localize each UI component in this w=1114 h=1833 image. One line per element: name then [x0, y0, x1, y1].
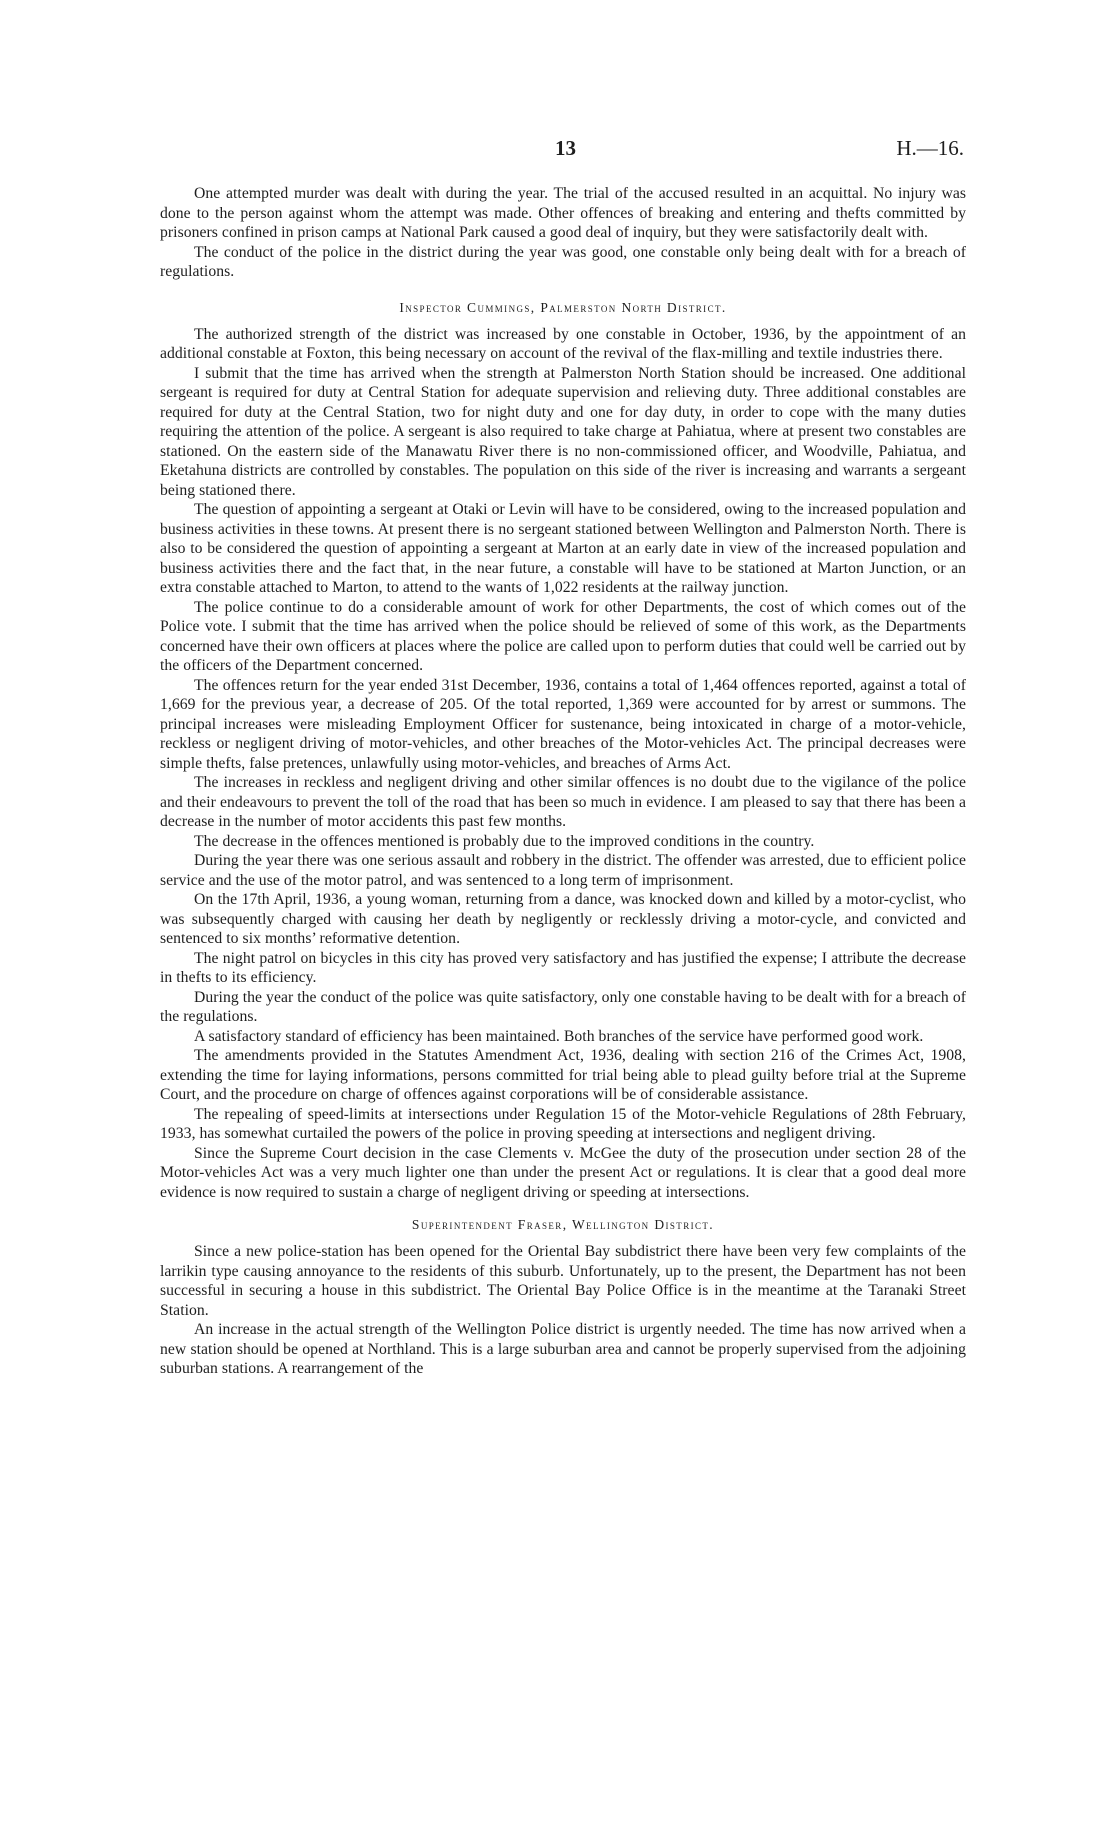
paragraph: The authorized strength of the district was increased by one constable in October, 1936, by the appointment of an additional constable at Foxton, this being necessary on account of the revival of the flax-milling and textile industries there.	[160, 325, 966, 362]
paragraph: Since a new police-station has been opened for the Oriental Bay subdistrict there have been very few complaints of the larrikin type causing annoyance to the residents of this suburb. Unfortunately, up to the present, the Department has not been successful in securing a house in this subdistrict. The Oriental Bay Police Office is in the meantime at the Taranaki Street Station.	[160, 1243, 966, 1319]
paragraph: The conduct of the police in the district during the year was good, one constable only being dealt with for a breach of regulations.	[160, 243, 966, 280]
paragraph: The repealing of speed-limits at intersections under Regulation 15 of the Motor-vehicle Regulations of 28th February, 1933, has somewhat curtailed the powers of the police in proving speeding at intersections and negligent driving.	[160, 1105, 966, 1142]
page-number: 13	[555, 136, 576, 160]
page-header	[160, 136, 964, 166]
paragraph: I submit that the time has arrived when the strength at Palmerston North Station should be increased. One additional sergeant is required for duty at Central Station for adequate supervision and relieving duty. Three additional constables are required for duty at the Central Station, two for night duty and one for day duty, in order to cope with the many duties requiring the attention of the police. A sergeant is also required to take charge at Pahiatua, where at present two constables are stationed. On the eastern side of the Manawatu River there is no non-commissioned officer, and Woodville, Pahiatua, and Eketahuna districts are controlled by constables. The population on this side of the river is increasing and warrants a sergeant being stationed there.	[160, 364, 966, 499]
page-body	[160, 184, 966, 1379]
section-heading-wellington: Superintendent Fraser, Wellington District.	[411, 1217, 715, 1232]
paragraph: The question of appointing a sergeant at Otaki or Levin will have to be considered, owing to the increased population and business activities in these towns. At present there is no sergeant stationed between Wellington and Palmerston North. There is also to be considered the question of appointing a sergeant at Marton at an early date in view of the increased population and business activities there and the fact that, in the near future, a constable will have to be stationed at Marton Junction, or an extra constable attached to Marton, to attend to the wants of 1,022 residents at the railway junction.	[160, 501, 966, 596]
paragraph: The offences return for the year ended 31st December, 1936, contains a total of 1,464 offences reported, against a total of 1,669 for the previous year, a decrease of 205. Of the total reported, 1,369 were accounted for by arrest or summons. The principal increases were misleading Employment Officer for sustenance, being intoxicated in charge of a motor-vehicle, reckless or negligent driving of motor-vehicles, and other breaches of the Motor-vehicles Act. The principal decreases were simple thefts, false pretences, unlawfully using motor-vehicles, and breaches of Arms Act.	[160, 676, 966, 772]
section-heading-palmerston-north: Inspector Cummings, Palmerston North District.	[399, 299, 727, 315]
paragraph: A satisfactory standard of efficiency has been maintained. Both branches of the service have performed good work.	[194, 1027, 924, 1045]
document-reference: H.—16.	[896, 136, 964, 160]
paragraph: The increases in reckless and negligent driving and other similar offences is no doubt due to the vigilance of the police and their endeavours to prevent the toll of the road that has been so much in evidence. I am pleased to say that there has been a decrease in the number of motor accidents this past few months.	[160, 774, 966, 830]
paragraph: The amendments provided in the Statutes Amendment Act, 1936, dealing with section 216 of the Crimes Act, 1908, extending the time for laying informations, persons committed for trial being able to plead guilty before trial at the Supreme Court, and the procedure on charge of offences against corporations will be of considerable assistance.	[160, 1047, 966, 1103]
paragraph: On the 17th April, 1936, a young woman, returning from a dance, was knocked down and killed by a motor-cyclist, who was subsequently charged with causing her death by negligently or recklessly driving a motor-cycle, and convicted and sentenced to six months’ reformative detention.	[160, 891, 966, 947]
paragraph: The police continue to do a considerable amount of work for other Departments, the cost of which comes out of the Police vote. I submit that the time has arrived when the police should be relieved of some of this work, as the Departments concerned have their own officers at places where the police are called upon to perform duties that could well be carried out by the officers of the Department concerned.	[160, 598, 966, 674]
paragraph: An increase in the actual strength of the Wellington Police district is urgently needed. The time has now arrived when a new station should be opened at Northland. This is a large suburban area and cannot be properly supervised from the adjoining suburban stations. A rearrangement of the	[160, 1321, 966, 1377]
paragraph: The decrease in the offences mentioned is probably due to the improved conditions in the country.	[194, 832, 815, 850]
paragraph: During the year there was one serious assault and robbery in the district. The offender was arrested, due to efficient police service and the use of the motor patrol, and was sentenced to a long term of imprisonment.	[160, 852, 966, 889]
paragraph: Since the Supreme Court decision in the case Clements v. McGee the duty of the prosecution under section 28 of the Motor-vehicles Act was a very much lighter one than under the present Act or regulations. It is clear that a good deal more evidence is now required to sustain a charge of negligent driving or speeding at intersections.	[160, 1144, 966, 1201]
paragraph: The night patrol on bicycles in this city has proved very satisfactory and has justified the expense; I attribute the decrease in thefts to its efficiency.	[160, 949, 966, 986]
paragraph: One attempted murder was dealt with during the year. The trial of the accused resulted in an acquittal. No injury was done to the person against whom the attempt was made. Other offences of breaking and entering and thefts committed by prisoners confined in prison camps at National Park caused a good deal of inquiry, but they were satisfactorily dealt with.	[160, 185, 966, 241]
paragraph: During the year the conduct of the police was quite satisfactory, only one constable having to be dealt with for a breach of the regulations.	[160, 988, 966, 1025]
